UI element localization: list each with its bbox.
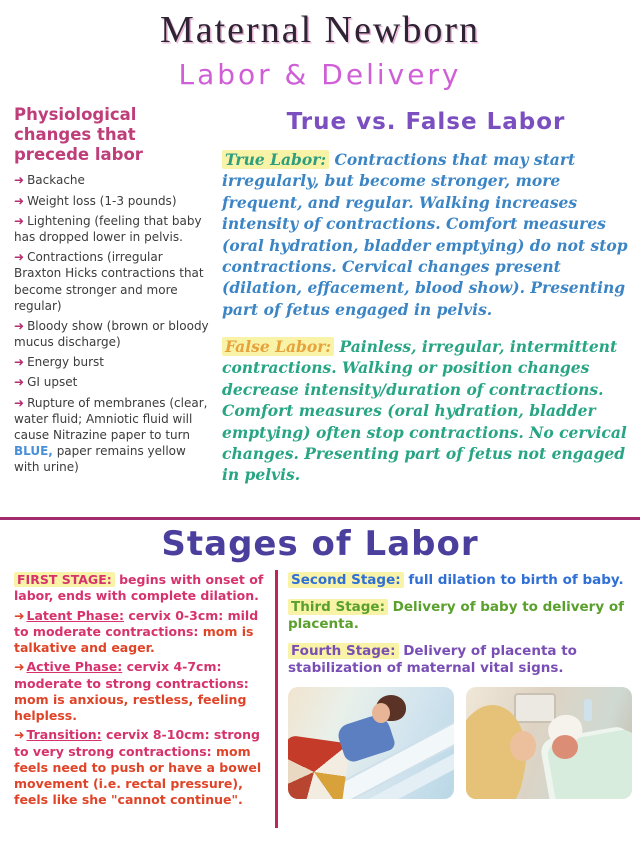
mother-face-shape bbox=[372, 703, 390, 723]
arrow-icon: ➜ bbox=[14, 375, 25, 390]
baby-face-shape bbox=[552, 735, 578, 759]
physiological-changes-heading: Physiological changes that precede labor bbox=[14, 105, 143, 164]
photo-laboring-mother bbox=[288, 687, 454, 799]
horizontal-divider bbox=[0, 517, 640, 520]
list-item bbox=[14, 249, 212, 314]
arrow-icon: ➜ bbox=[14, 213, 25, 228]
active-phase-mom-text: mom is anxious, restless, feeling helpless. bbox=[14, 691, 247, 723]
first-stage-label: FIRST STAGE: bbox=[14, 572, 115, 587]
true-labor-text: Contractions that may start irregularly, but become stronger, more frequent, and regular. Walking increases intensity of contractions. Comfort measures (oral hydration, bladder emptying) do not stop contractions. Cervical changes present (dilation, effacement, blood show). Presenting part of fetus engaged in pelvis. bbox=[222, 150, 628, 319]
arrow-icon: ➜ bbox=[14, 659, 25, 675]
second-stage-label: Second Stage: bbox=[288, 572, 404, 588]
list-item bbox=[14, 213, 212, 245]
true-vs-false-labor-heading: True vs. False Labor bbox=[286, 109, 566, 135]
false-labor-label: False Labor: bbox=[222, 337, 334, 356]
list-item bbox=[14, 374, 212, 390]
first-stage-paragraph bbox=[14, 572, 269, 605]
list-item-text: paper remains yellow with urine) bbox=[14, 444, 186, 475]
arrow-icon: ➜ bbox=[14, 193, 25, 208]
list-item-text: Bloody show (brown or bloody mucus discharge) bbox=[14, 318, 209, 350]
page-header bbox=[0, 0, 640, 91]
latent-phase-text: cervix 0-3cm: mild to moderate contractions: bbox=[14, 607, 259, 639]
first-stage-column bbox=[0, 570, 278, 828]
physiological-changes-column bbox=[0, 105, 216, 517]
list-item-rupture-of-membranes bbox=[14, 395, 212, 476]
active-phase-text: cervix 4-7cm: moderate to strong contractions: bbox=[14, 659, 249, 691]
active-phase-paragraph bbox=[14, 659, 269, 724]
list-item bbox=[14, 172, 212, 188]
arrow-icon: ➜ bbox=[14, 250, 25, 265]
list-item bbox=[14, 318, 212, 350]
false-labor-text: Painless, irregular, intermittent contractions. Walking or position changes decrease intensity/duration of contractions. Comfort measures (oral hydration, bladder emptying) often stop contractions. No cervical changes. Presenting part of fetus not engaged in pelvis. bbox=[222, 337, 627, 485]
arrow-icon: ➜ bbox=[14, 318, 25, 333]
third-stage-label: Third Stage: bbox=[288, 599, 388, 615]
list-item-text: Backache bbox=[27, 173, 85, 188]
blue-highlight-word: BLUE, bbox=[14, 444, 53, 459]
page-subtitle: Labor & Delivery bbox=[178, 58, 462, 91]
list-item bbox=[14, 193, 212, 209]
second-stage-paragraph bbox=[288, 572, 632, 590]
list-item-text: Contractions (irregular Braxton Hicks contractions that become stronger and more regular) bbox=[14, 250, 204, 313]
latent-phase-paragraph bbox=[14, 608, 269, 657]
physiological-changes-list bbox=[14, 172, 212, 475]
stages-of-labor-heading: Stages of Labor bbox=[161, 524, 479, 564]
true-labor-paragraph bbox=[222, 149, 630, 320]
list-item-text: Energy burst bbox=[27, 355, 105, 370]
arrow-icon: ➜ bbox=[14, 607, 25, 623]
arrow-icon: ➜ bbox=[14, 395, 25, 410]
active-phase-label: Active Phase: bbox=[26, 659, 123, 675]
transition-phase-paragraph bbox=[14, 727, 269, 808]
arrow-icon: ➜ bbox=[14, 173, 25, 188]
third-stage-text: Delivery of baby to delivery of placenta. bbox=[288, 598, 624, 633]
arrow-icon: ➜ bbox=[14, 355, 25, 370]
list-item-text: Rupture of membranes (clear, water fluid; Amniotic fluid will cause Nitrazine paper to turn bbox=[14, 395, 208, 443]
photo-row bbox=[288, 687, 632, 799]
list-item-text: Weight loss (1-3 pounds) bbox=[27, 193, 177, 208]
mother-face-shape bbox=[510, 731, 536, 761]
transition-phase-mom-text: mom feels need to push or have a bowel movement (i.e. rectal pressure), feels like she "cannot continue". bbox=[14, 743, 262, 808]
later-stages-column bbox=[278, 570, 640, 828]
true-false-labor-column bbox=[216, 105, 640, 517]
photo-mother-with-newborn bbox=[466, 687, 632, 799]
list-item-text: Lightening (feeling that baby has dropped lower in pelvis. bbox=[14, 213, 202, 244]
false-labor-paragraph bbox=[222, 336, 630, 486]
transition-phase-text: cervix 8-10cm: strong to very strong contractions: bbox=[14, 727, 260, 759]
top-section bbox=[0, 105, 640, 517]
monitor-shape bbox=[514, 693, 556, 723]
transition-phase-label: Transition: bbox=[26, 727, 102, 743]
second-stage-text: full dilation to birth of baby. bbox=[403, 572, 624, 588]
list-item bbox=[14, 354, 212, 370]
stages-section bbox=[0, 570, 640, 828]
arrow-icon: ➜ bbox=[14, 727, 25, 743]
bottle-shape bbox=[584, 699, 592, 721]
fourth-stage-paragraph bbox=[288, 643, 632, 678]
third-stage-paragraph bbox=[288, 599, 632, 634]
true-labor-label: True Labor: bbox=[222, 150, 329, 169]
page-title: Maternal Newborn bbox=[159, 9, 481, 51]
fourth-stage-text: Delivery of placenta to stabilization of maternal vital signs. bbox=[288, 642, 577, 677]
fourth-stage-label: Fourth Stage: bbox=[288, 643, 399, 659]
latent-phase-label: Latent Phase: bbox=[26, 607, 124, 623]
first-stage-text: begins with onset of labor, ends with complete dilation. bbox=[14, 572, 264, 604]
list-item-text: GI upset bbox=[27, 375, 78, 390]
latent-phase-mom-text: mom is talkative and eager. bbox=[14, 623, 254, 655]
